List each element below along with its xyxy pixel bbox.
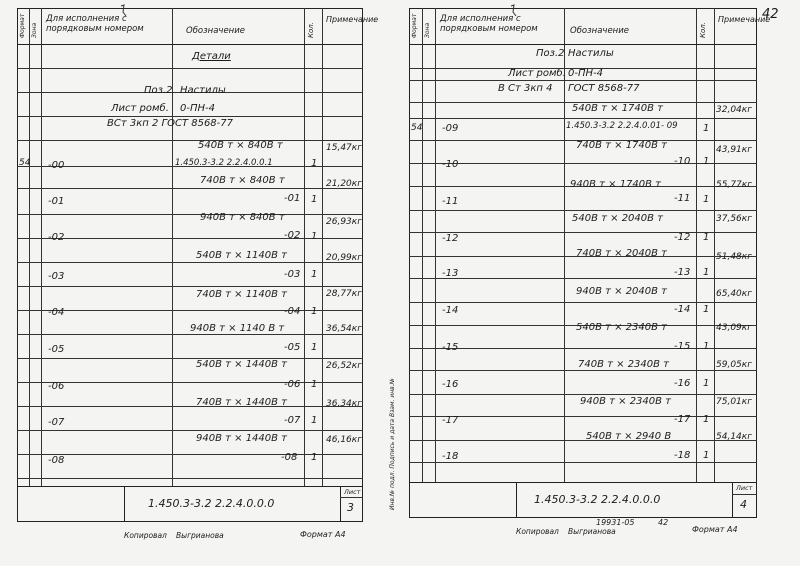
header-design: Для исполнения с порядковым номером [440,14,538,34]
row-line [17,358,363,359]
handwritten-mark [508,4,520,18]
row-line [17,116,363,117]
header-line [17,44,363,45]
designation: -06 [284,379,301,390]
designation: -05 [284,342,301,353]
design-code: -07 [48,417,65,428]
header-designation: Обозначение [570,26,629,36]
document-number-2: 42 [658,518,669,527]
weight: 46,16кг [326,435,362,445]
quantity: 1 [703,414,710,425]
design-code: -13 [442,268,459,279]
header-note: Примечание [326,15,379,24]
dimension: 940В т × 1740В т [570,179,662,190]
weight: 20,99кг [326,253,362,263]
position-name: Настилы [180,85,226,96]
designation: -02 [284,230,301,241]
copied-by: Выгрианова [568,527,616,536]
designation: -15 [674,341,691,352]
dimension: 940В т × 840В т [200,212,285,223]
zone-mark: 54 [19,158,31,168]
row-line [409,370,757,371]
spec-sheet-left [0,0,379,566]
col-line [304,8,305,486]
weight: 51,48кг [716,252,752,262]
design-code: -18 [442,451,459,462]
weight: 26,52кг [326,361,362,371]
steel-grade: В Ст 3кп 4 [498,83,553,94]
designation: -04 [284,306,301,317]
row-line [17,68,363,69]
dimension: 940В т × 1140 В т [190,323,285,334]
position-label: Поз.2 [536,48,565,59]
quantity: 1 [311,342,318,353]
title-block-divider [124,486,125,522]
weight: 43,91кг [716,145,752,155]
design-code: -02 [48,232,65,243]
design-code: -15 [442,342,459,353]
steel-gost: ГОСТ 8568-77 [568,83,640,94]
design-code: -12 [442,233,459,244]
dimension: 540В т × 1140В т [196,250,288,261]
quantity: 1 [311,452,318,463]
sheet-type-label: Лист ромб. [508,68,566,79]
weight: 65,40кг [716,289,752,299]
weight: 36,34кг [326,399,362,409]
dimension: 940В т × 1440В т [196,433,288,444]
document-code: 1.450.3-3.2 2.2.4.0.0.0 [148,497,275,510]
title-block-line [340,497,363,498]
weight: 32,04кг [716,105,752,115]
row-line [17,214,363,215]
sheet-type-value: 0-ПН-4 [180,103,215,114]
design-code: -10 [442,159,459,170]
row-line [17,334,363,335]
design-code: -09 [442,123,459,134]
weight: 36,54кг [326,324,362,334]
designation: -01 [284,193,301,204]
document-code: 1.450.3-3.2 2.2.4.0.0.0 [534,493,661,506]
sheet-number: 4 [740,498,747,511]
quantity: 1 [703,304,710,315]
sheet-type-value: 0-ПН-4 [568,68,603,79]
weight: 43,09кг [716,323,752,333]
title-block-divider [732,482,733,518]
header-zone: Формат [411,13,418,38]
quantity: 1 [311,158,318,169]
designation: -11 [674,193,691,204]
designation: -17 [674,414,691,425]
header-pos: Зона [31,22,38,38]
row-line [409,462,757,463]
weight: 28,77кг [326,289,362,299]
dimension: 540В т × 1740В т [572,103,664,114]
title-block-divider [516,482,517,518]
weight: 59,05кг [716,360,752,370]
zone-mark: 54 [411,123,423,133]
header-zone: Формат [19,13,26,38]
row-line [17,140,363,141]
design-code: -06 [48,381,65,392]
col-line [41,8,42,486]
header-designation: Обозначение [186,26,245,36]
header-line [409,44,757,45]
position-label: Поз.2 [144,85,173,96]
handwritten-mark [118,4,130,18]
spec-sheet-right [389,0,779,566]
title-block-line [409,482,757,483]
dimension: 540В т × 2940 В [586,431,672,442]
weight: 37,56кг [716,214,752,224]
sheet-type-label: Лист ромб. [111,103,169,114]
title-block-line [732,494,757,495]
weight: 21,20кг [326,179,362,189]
copied-label: Копировал [516,527,559,536]
row-line [17,262,363,263]
header-qty: Кол. [307,22,315,38]
row-line [17,478,363,479]
quantity: 1 [703,450,710,461]
copied-label: Копировал [124,531,167,540]
row-line [409,394,757,395]
quantity: 1 [311,415,318,426]
design-code: -03 [48,271,65,282]
design-code: -00 [48,160,65,171]
header-qty: Кол. [699,22,707,38]
copied-by: Выгрианова [176,531,224,540]
row-line [409,118,757,119]
design-code: -04 [48,307,65,318]
quantity: 1 [311,194,318,205]
section-title: Детали [192,51,231,62]
sheet-label: Лист [736,484,753,492]
designation: -16 [674,378,691,389]
dimension: 540В т × 1440В т [196,359,288,370]
col-line [322,8,323,486]
weight: 75,01кг [716,397,752,407]
side-stamp: Инв.№ подл. Подпись и дата Взам. инв.№ [389,378,396,510]
title-block-line [17,486,363,487]
row-line [409,80,757,81]
weight: 26,93кг [326,217,362,227]
title-block-divider [340,486,341,522]
format-label: Формат А4 [300,530,346,539]
designation: -07 [284,415,301,426]
designation: -08 [281,452,298,463]
sheet-label: Лист [344,488,361,496]
position-name: Настилы [568,48,614,59]
design-code: -14 [442,305,459,316]
dimension: 540В т × 2040В т [572,213,664,224]
dimension: 540В т × 840В т [198,140,283,151]
dimension: 740В т × 840В т [200,175,285,186]
steel-grade: ВСт 3кп 2 ГОСТ 8568-77 [107,118,234,129]
design-code: -01 [48,196,65,207]
quantity: 1 [311,306,318,317]
dimension: 740В т × 1440В т [196,397,288,408]
designation: -18 [674,450,691,461]
quantity: 1 [311,231,318,242]
dimension: 740В т × 2340В т [578,359,670,370]
header-pos: Зона [424,22,431,38]
quantity: 1 [703,194,710,205]
row-line [409,278,757,279]
quantity: 1 [703,232,710,243]
row-line [17,188,363,189]
dimension: 740В т × 1140В т [196,289,288,300]
design-code: -16 [442,379,459,390]
dimension: 540В т × 2340В т [576,322,668,333]
quantity: 1 [703,267,710,278]
row-line [409,440,757,441]
designation: -12 [674,232,691,243]
row-line [17,406,363,407]
col-line [29,8,30,486]
quantity: 1 [311,379,318,390]
designation: -03 [284,269,301,280]
header-design: Для исполнения с порядковым номером [46,14,144,34]
weight: 54,14кг [716,432,752,442]
quantity: 1 [703,341,710,352]
document-number: 19931-05 [596,518,635,527]
design-code: -17 [442,415,459,426]
designation: -10 [674,156,691,167]
row-line [17,286,363,287]
quantity: 1 [703,156,710,167]
quantity: 1 [703,378,710,389]
row-line [409,210,757,211]
designation: 1.450.3-3.2 2.2.4.0.0.1 [175,158,273,168]
dimension: 940В т × 2040В т [576,286,668,297]
format-label: Формат А4 [692,525,738,534]
weight: 15,47кг [326,143,362,153]
design-code: -11 [442,196,459,207]
col-line [172,8,173,486]
row-line [409,302,757,303]
designation: -14 [674,304,691,315]
design-code: -05 [48,344,65,355]
dimension: 940В т × 2340В т [580,396,672,407]
page-number: 42 [762,7,779,22]
dimension: 740В т × 1740В т [576,140,668,151]
design-code: -08 [48,455,65,466]
quantity: 1 [703,123,710,134]
row-line [17,430,363,431]
weight: 55,77кг [716,180,752,190]
header-note: Примечание [718,15,771,24]
sheet-number: 3 [347,501,354,514]
designation: 1.450.3-3.2 2.2.4.0.01- 09 [566,121,678,131]
quantity: 1 [311,269,318,280]
designation: -13 [674,267,691,278]
dimension: 740В т × 2040В т [576,248,668,259]
